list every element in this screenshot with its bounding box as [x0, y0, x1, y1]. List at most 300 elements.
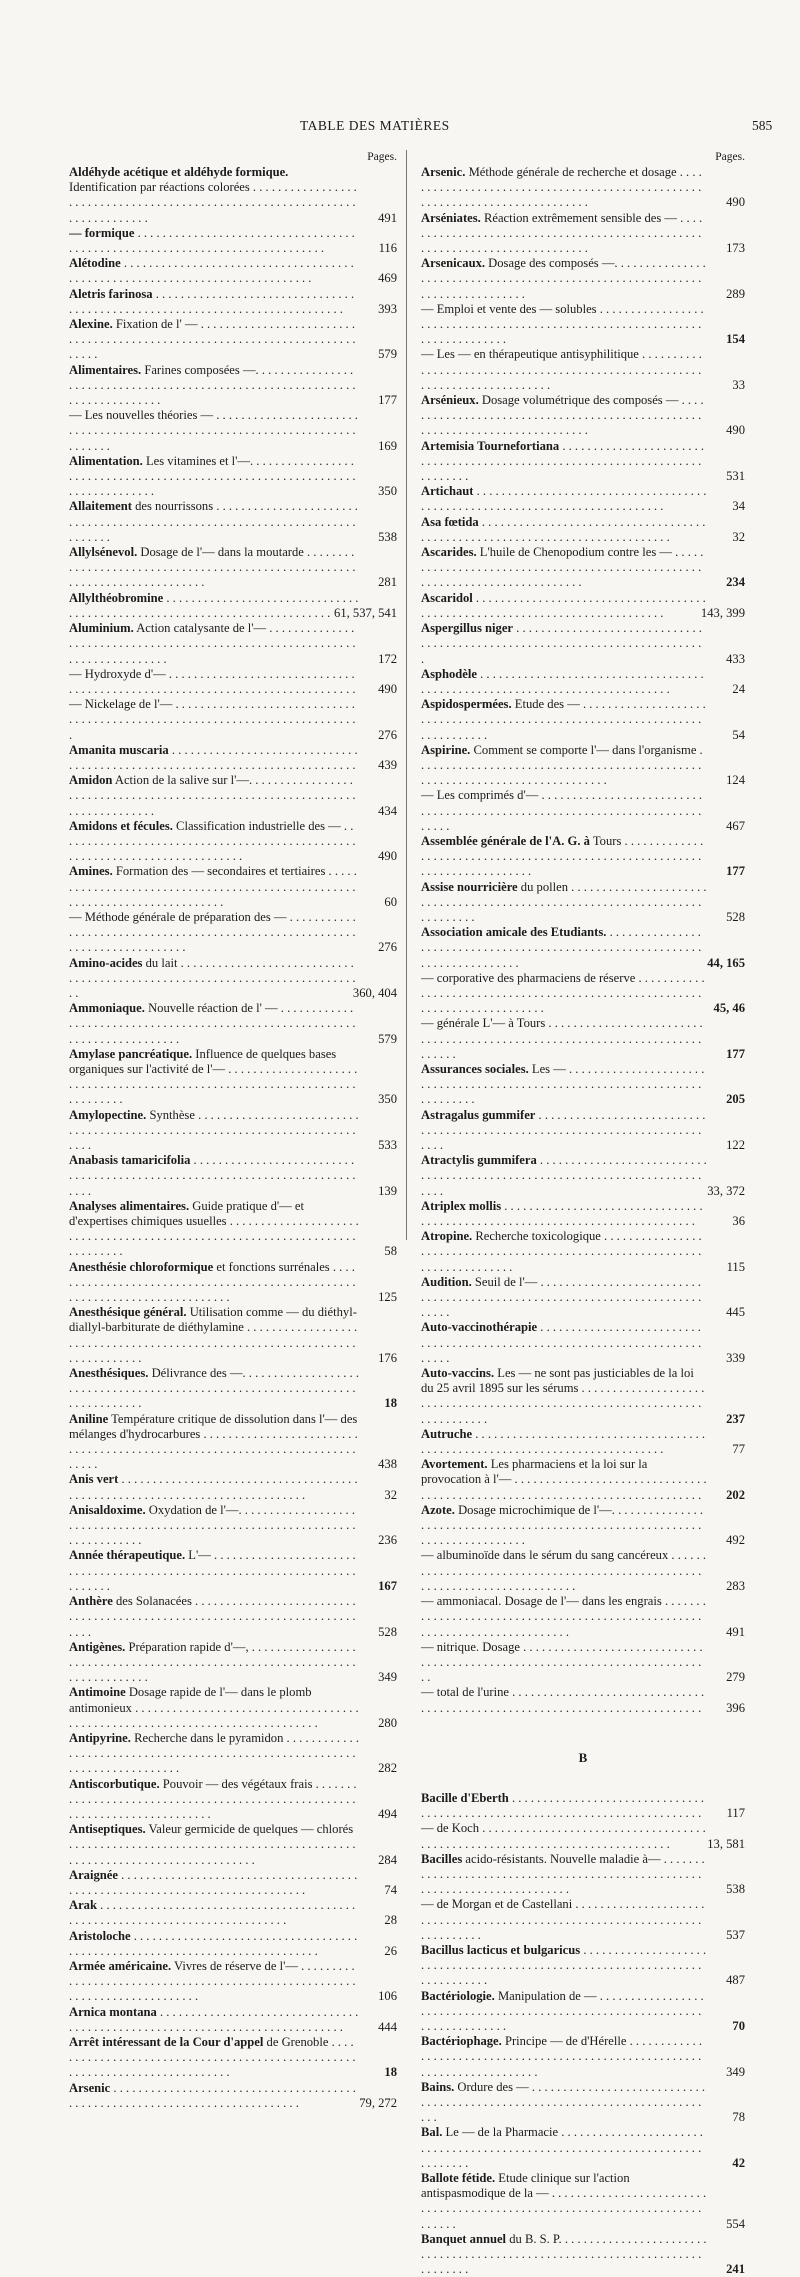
entry-text [421, 697, 745, 743]
entry-headword: Artichaut [421, 484, 474, 499]
entry-text [421, 2034, 745, 2080]
entry-text [69, 317, 397, 363]
index-entry [421, 880, 745, 926]
entry-headword: Amylopectine. [69, 1107, 147, 1122]
entry-page-number: 34 [732, 499, 745, 514]
entry-description: Délivrance des —. [148, 1366, 246, 1381]
entry-text [421, 347, 745, 393]
entry-headword: Ammoniaque. [69, 1001, 145, 1016]
index-entry [421, 2034, 745, 2080]
index-entry [421, 545, 745, 591]
entry-page-number: 176 [378, 1350, 397, 1365]
entry-text [69, 1199, 397, 1260]
entry-headword: Autruche [421, 1426, 473, 1441]
entry-headword: Ascarides. [421, 545, 477, 560]
entry-page-number: 279 [726, 1670, 745, 1685]
index-entry [421, 1897, 745, 1943]
entry-description: Préparation rapide d'—, [125, 1639, 249, 1654]
index-entry [421, 347, 745, 393]
entry-text [421, 1821, 745, 1851]
entry-text [421, 1640, 745, 1686]
entry-page-number: 444 [378, 2019, 397, 2034]
entry-headword: Anis vert [69, 1472, 119, 1487]
index-entry [69, 499, 397, 545]
index-entry [69, 1731, 397, 1777]
entry-text [421, 1594, 745, 1640]
entry-text [421, 1897, 745, 1943]
entry-headword: Arnica montana [69, 2004, 157, 2019]
entry-text [69, 454, 397, 500]
page-header [0, 118, 800, 138]
index-entry [69, 1366, 397, 1412]
index-entry [69, 363, 397, 409]
entry-text [421, 2080, 745, 2126]
entry-headword: Arrêt intéressant de la Cour d'appel [69, 2034, 264, 2049]
entry-page-number: 284 [378, 1852, 397, 1867]
entry-headword: Alimentation. [69, 453, 143, 468]
index-column-left [69, 150, 397, 2111]
entry-description: Les vitamines et l'—. [142, 453, 254, 468]
entry-page-number: 24 [732, 681, 745, 696]
index-entry [421, 1791, 745, 1821]
pages-label: Pages. [367, 151, 397, 163]
entry-headword: Auto-vaccins. [421, 1366, 495, 1381]
index-entry [421, 211, 745, 257]
entry-description: du B. S. P. [506, 2231, 562, 2246]
entry-headword: Amidon [69, 773, 113, 788]
index-entry [421, 1989, 745, 2035]
index-entry [421, 2232, 745, 2277]
entry-headword: Astragalus gummifer [421, 1107, 536, 1122]
index-entry [421, 484, 745, 514]
entry-page-number: 339 [726, 1350, 745, 1365]
entry-headword: Asa fœtida [421, 514, 479, 529]
entry-page-number: 280 [378, 1715, 397, 1730]
index-entry [421, 1503, 745, 1549]
entry-description: Nouvelle réaction de l' — [144, 1001, 278, 1016]
index-entry [421, 788, 745, 834]
index-entry [69, 2005, 397, 2035]
entry-page-number: 487 [726, 1973, 745, 1988]
entry-description: Dosage des composés —. [485, 256, 618, 271]
entry-page-number: 169 [378, 438, 397, 453]
entry-text [421, 1989, 745, 2035]
entry-headword: Asphodèle [421, 666, 477, 681]
entry-text [421, 1153, 745, 1199]
entry-page-number: 28 [384, 1913, 397, 1928]
entry-text [69, 1898, 397, 1928]
entry-text [69, 743, 397, 773]
entry-description: Oxydation de l'—. [145, 1502, 242, 1517]
entry-page-number: 433 [726, 651, 745, 666]
entry-text [421, 667, 745, 697]
entry-description: Température critique de dissolution dans l'— des mélanges d'hydrocarbures [69, 1411, 358, 1441]
entry-page-number: 350 [378, 1092, 397, 1107]
entry-headword: Azote. [421, 1502, 455, 1517]
entry-headword: Antigènes. [69, 1639, 126, 1654]
entry-text [421, 1548, 745, 1594]
entry-description: Vivres de réserve de l'— [171, 1958, 298, 1973]
entry-text [421, 515, 745, 545]
index-entry [69, 1898, 397, 1928]
entry-text [69, 165, 397, 226]
entry-page-number: 533 [378, 1138, 397, 1152]
entry-text [69, 1929, 397, 1959]
entry-list-right [421, 165, 745, 1716]
entry-page-number: 77 [732, 1442, 745, 1457]
entry-text [421, 2125, 745, 2171]
entry-description: Pouvoir — des végétaux frais [159, 1776, 313, 1791]
entry-text [69, 2005, 397, 2035]
entry-page-number: 281 [378, 575, 397, 590]
entry-page-number: 538 [378, 529, 397, 544]
entry-headword: Amidons et fécules. [69, 818, 173, 833]
entry-headword: Aletris farinosa [69, 286, 153, 301]
entry-headword: Amines. [69, 864, 113, 879]
entry-text [421, 621, 745, 667]
index-entry [69, 1640, 397, 1686]
entry-description: Dosage rapide de l'— dans le plomb antimonieux [69, 1685, 312, 1715]
index-entry [421, 2080, 745, 2126]
index-entry [421, 971, 745, 1017]
index-entry [421, 1852, 745, 1898]
entry-headword: Bacillus lacticus et bulgaricus [421, 1942, 581, 1957]
index-entry [69, 1929, 397, 1959]
entry-description: Recherche dans le pyramidon [130, 1730, 284, 1745]
entry-headword: Arsenicaux. [421, 256, 486, 271]
index-entry [421, 1062, 745, 1108]
entry-page-number: 490 [726, 195, 745, 210]
index-entry [69, 1959, 397, 2005]
entry-headword: Analyses alimentaires. [69, 1198, 190, 1213]
index-entry [69, 1260, 397, 1306]
index-entry [421, 591, 745, 621]
entry-page-number: 172 [378, 651, 397, 666]
entry-text [421, 591, 745, 621]
entry-page-number: 202 [726, 1487, 745, 1502]
entry-text [421, 1503, 745, 1549]
entry-text [421, 1108, 745, 1154]
entry-headword: Artemisia Tournefortiana [421, 438, 560, 453]
index-entry [69, 1503, 397, 1549]
entry-headword: Avortement. [421, 1457, 488, 1472]
entry-page-number: 18 [384, 2065, 397, 2080]
index-entry [69, 667, 397, 697]
entry-page-number: 494 [378, 1806, 397, 1821]
entry-text [421, 1016, 745, 1062]
index-entry [421, 165, 745, 211]
entry-page-number: 234 [726, 575, 745, 590]
entry-text [69, 1503, 397, 1549]
entry-page-number: 13, 581 [707, 1836, 745, 1851]
entry-text [421, 1427, 745, 1457]
index-entry [421, 925, 745, 971]
index-entry [69, 1685, 397, 1731]
entry-text [69, 1959, 397, 2005]
entry-headword: Atractylis gummifera [421, 1153, 537, 1168]
index-entry [69, 773, 397, 819]
index-entry [69, 697, 397, 743]
entry-page-number: 70 [732, 2018, 745, 2033]
entry-headword: Arsenic. [421, 165, 466, 179]
entry-page-number: 42 [732, 2155, 745, 2170]
entry-text [69, 1472, 397, 1502]
entry-page-number: 531 [726, 469, 745, 484]
index-entry [69, 956, 397, 1002]
entry-description: et fonctions surrénales [213, 1259, 330, 1274]
entry-description: Synthèse [146, 1107, 195, 1122]
entry-text [421, 439, 745, 485]
entry-description: — Emploi et vente des — solubles [421, 301, 597, 316]
entry-page-number: 528 [378, 1624, 397, 1639]
entry-headword: Année thérapeutique. [69, 1548, 186, 1563]
index-entry [69, 2081, 397, 2111]
entry-page-number: 349 [726, 2064, 745, 2079]
index-entry [69, 317, 397, 363]
entry-page-number: 491 [378, 210, 397, 225]
index-entry [69, 1777, 397, 1823]
entry-page-number: 490 [726, 423, 745, 438]
index-entry [69, 864, 397, 910]
index-entry [421, 1199, 745, 1229]
entry-page-number: 33 [732, 377, 745, 392]
entry-description: Farines composées —. [141, 362, 259, 377]
entry-description: — de Morgan et de Castellani [421, 1897, 573, 1912]
entry-page-number: 74 [384, 1882, 397, 1897]
entry-text [421, 1199, 745, 1229]
entry-page-number: 139 [378, 1183, 397, 1198]
entry-headword: Antiscorbutique. [69, 1776, 160, 1791]
entry-text [421, 1275, 745, 1321]
entry-text [421, 165, 745, 211]
index-entry [69, 621, 397, 667]
entry-text [69, 1153, 397, 1199]
entry-headword: Bacilles [421, 1851, 463, 1866]
entry-text [69, 408, 397, 454]
entry-headword: Antipyrine. [69, 1730, 131, 1745]
index-entry [69, 910, 397, 956]
index-entry [69, 1472, 397, 1502]
column-divider [406, 150, 407, 1240]
entry-headword: Allylthéobromine [69, 590, 164, 605]
entry-page-number: 528 [726, 909, 745, 924]
entry-description: Manipulation de — [494, 1988, 597, 2003]
entry-page-number: 44, 165 [707, 955, 745, 970]
entry-text [69, 1822, 397, 1868]
index-entry [421, 1320, 745, 1366]
pages-label: Pages. [715, 151, 745, 163]
index-entry [421, 743, 745, 789]
index-entry [69, 1001, 397, 1047]
entry-text [69, 1685, 397, 1731]
entry-text [69, 1777, 397, 1823]
entry-headword: Association amicale des Etudiants. [421, 925, 607, 940]
entry-page-number: 32 [384, 1487, 397, 1502]
index-entry [421, 1275, 745, 1321]
entry-text [421, 1366, 745, 1427]
entry-text [69, 1260, 397, 1306]
page-number: 585 [752, 118, 773, 133]
entry-description: Identification par réactions colorées [69, 180, 250, 195]
entry-page-number: 349 [378, 1670, 397, 1685]
entry-headword: Aspidospermées. [421, 697, 512, 712]
entry-description: L'— [185, 1548, 211, 1563]
entry-description: Les pharmaciens et la loi sur la provocation à l'— [421, 1457, 648, 1487]
entry-text [421, 1943, 745, 1989]
entry-page-number: 36 [732, 1214, 745, 1229]
index-entry [69, 1305, 397, 1366]
entry-description: — Hydroxyde d'— [69, 666, 166, 681]
entry-description: — Les comprimés d'— [421, 788, 539, 803]
entry-page-number: 282 [378, 1761, 397, 1776]
entry-headword: Bal. [421, 2125, 443, 2140]
entry-page-number: 434 [378, 803, 397, 818]
entry-page-number: 438 [378, 1457, 397, 1472]
entry-description: Action catalysante de l'— [133, 621, 267, 636]
entry-description: Comment se comporte l'— dans l'organisme [470, 742, 697, 757]
entry-page-number: 537 [726, 1927, 745, 1942]
entry-page-number: 360, 404 [352, 985, 397, 1000]
index-entry [421, 393, 745, 439]
entry-page-number: 237 [726, 1411, 745, 1426]
entry-description: Les — [528, 1061, 566, 1076]
entry-description: du pollen [517, 879, 569, 894]
entry-headword: Aldéhyde acétique et aldéhyde formique. [69, 165, 289, 179]
entry-description: — Les — en thérapeutique antisyphilitique [421, 347, 639, 362]
index-entry [69, 1594, 397, 1640]
entry-page-number: 33, 372 [707, 1183, 745, 1198]
entry-description: Dosage volumétrique des composés — [478, 393, 679, 408]
index-entry [421, 1108, 745, 1154]
entry-page-number: 177 [726, 864, 745, 879]
index-entry [421, 1427, 745, 1457]
entry-page-number: 60 [384, 894, 397, 909]
entry-description: — de Koch [421, 1821, 480, 1836]
entry-list-left [69, 165, 397, 2111]
index-entry [421, 621, 745, 667]
entry-headword: Bactériologie. [421, 1988, 495, 2003]
entry-text [69, 499, 397, 545]
index-entry [421, 302, 745, 348]
index-entry [421, 834, 745, 880]
entry-text [421, 925, 745, 971]
entry-page-number: 122 [726, 1138, 745, 1152]
entry-description: Dosage microchimique de l'—. [454, 1502, 615, 1517]
entry-page-number: 276 [378, 727, 397, 742]
entry-page-number: 491 [726, 1624, 745, 1639]
index-entry [69, 2035, 397, 2081]
entry-headword: Aristoloche [69, 1928, 131, 1943]
entry-page-number: 79, 272 [359, 2095, 397, 2110]
entry-text [69, 621, 397, 667]
index-entry [69, 591, 397, 621]
entry-headword: Antimoine [69, 1685, 126, 1700]
index-entry [69, 1412, 397, 1473]
entry-headword: Alimentaires. [69, 362, 142, 377]
entry-page-number: 32 [732, 529, 745, 544]
entry-headword: Alexine. [69, 317, 113, 332]
entry-page-number: 492 [726, 1533, 745, 1548]
entry-text [69, 226, 397, 256]
entry-page-number: 283 [726, 1578, 745, 1593]
entry-headword: Anesthésie chloroformique [69, 1259, 214, 1274]
entry-page-number: 490 [378, 849, 397, 864]
entry-text [69, 910, 397, 956]
entry-page-number: 241 [726, 2262, 745, 2277]
entry-description: des Solanacées [112, 1594, 192, 1609]
entry-page-number: 350 [378, 484, 397, 499]
index-entry [421, 1229, 745, 1275]
entry-description: — Méthode générale de préparation des — [69, 909, 287, 924]
entry-page-number: 125 [378, 1290, 397, 1305]
entry-description: — albuminoïde dans le sérum du sang cancéreux [421, 1548, 669, 1563]
entry-text [421, 1852, 745, 1898]
entry-description: Méthode générale de recherche et dosage [465, 165, 677, 179]
index-entry [69, 1868, 397, 1898]
entry-text [421, 545, 745, 591]
entry-text [421, 834, 745, 880]
entry-text [421, 1791, 745, 1821]
index-entry [421, 1457, 745, 1503]
index-entry [421, 256, 745, 302]
entry-headword: Aspergillus niger [421, 621, 514, 636]
entry-page-number: 276 [378, 940, 397, 955]
entry-text [421, 788, 745, 834]
entry-text [69, 1305, 397, 1366]
entry-description: Réaction extrêmement sensible des — [480, 210, 678, 225]
index-entry [69, 743, 397, 773]
entry-text [69, 363, 397, 409]
entry-page-number: 554 [726, 2216, 745, 2231]
entry-headword: Banquet annuel [421, 2231, 507, 2246]
entry-page-number: 177 [726, 1046, 745, 1061]
index-entry [421, 515, 745, 545]
entry-headword: Anesthésique général. [69, 1305, 187, 1320]
entry-text [421, 1320, 745, 1366]
entry-headword: Bacille d'Eberth [421, 1790, 509, 1805]
entry-page-number: 18 [384, 1396, 397, 1411]
entry-description: Etude des — [511, 697, 580, 712]
entry-text [69, 1640, 397, 1686]
entry-text [421, 743, 745, 789]
entry-text [69, 773, 397, 819]
entry-headword: Anabasis tamaricifolia [69, 1153, 191, 1168]
entry-text [69, 1548, 397, 1594]
entry-page-number: 154 [726, 332, 745, 347]
entry-description: Etude clinique sur l'action antispasmodique de la — [421, 2171, 630, 2201]
entry-list-b [421, 1791, 745, 2277]
entry-headword: Anesthésiques. [69, 1366, 149, 1381]
entry-headword: Arsenic [69, 2080, 111, 2095]
entry-description: Le — de la Pharmacie [442, 2125, 559, 2140]
entry-page-number: 78 [732, 2110, 745, 2125]
entry-headword: Amanita muscaria [69, 742, 169, 757]
entry-description: Fixation de l' — [112, 317, 198, 332]
entry-text [69, 1594, 397, 1640]
entry-page-number: 173 [726, 241, 745, 256]
index-entry [421, 2125, 745, 2171]
entry-text [421, 1062, 745, 1108]
entry-description: Ordure des — [454, 2079, 529, 2094]
entry-page-number: 61, 537, 541 [334, 605, 397, 620]
entry-page-number: 467 [726, 818, 745, 833]
index-entry [69, 165, 397, 226]
entry-page-number: 439 [378, 757, 397, 772]
entry-headword: Arak [69, 1898, 97, 1913]
entry-headword: Amylase pancréatique. [69, 1046, 193, 1061]
index-entry [69, 545, 397, 591]
entry-description: Seuil de l'— [471, 1274, 538, 1289]
